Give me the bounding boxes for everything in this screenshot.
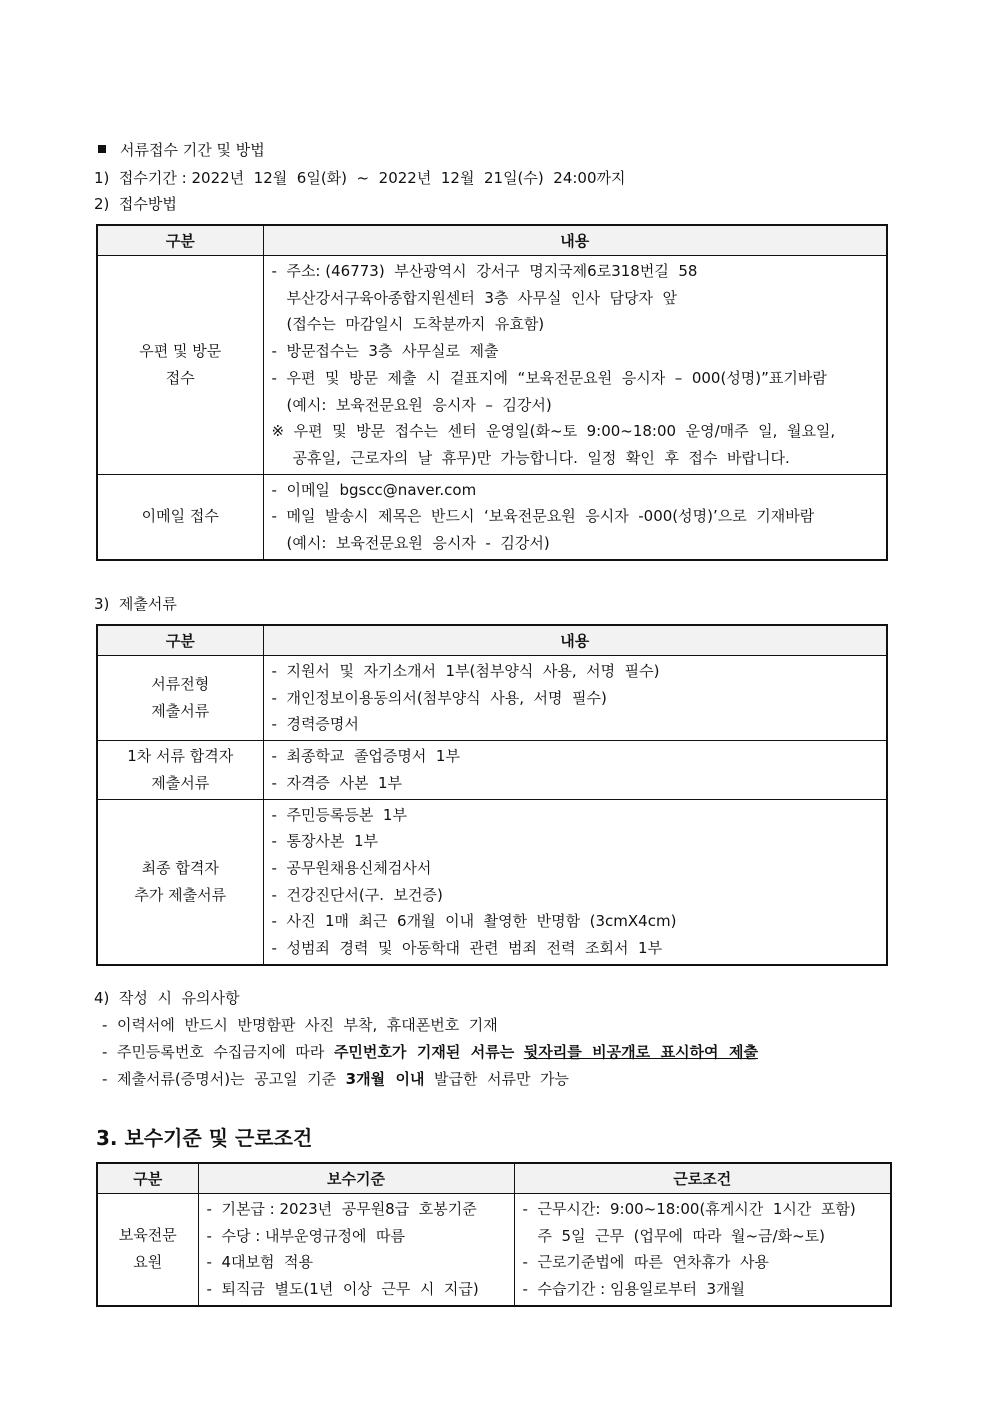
pay-cell: - 기본급 : 2023년 공무원8급 호봉기준 - 수당 : 내부운영규정에 따름 - 4대보험 적용 - 퇴직금 별도(1년 이상 근무 시 지급) [198,1194,514,1306]
submission-period: 1) 접수기간 : 2022년 12월 6일(화) ~ 2022년 12월 21일(수) 24:00까지 [94,169,626,187]
square-bullet-icon [98,145,106,153]
table-row [97,799,887,965]
header-category: 구분 [97,625,263,656]
note-item: - 이력서에 반드시 반명함판 사진 부착, 휴대폰번호 기재 [102,1016,498,1034]
category-cell: 보육전문 요원 [97,1194,198,1306]
table-row [97,474,887,560]
content-cell: - 주소: (46773) 부산광역시 강서구 명지국제6로318번길 58 부산강서구육아종합지원센터 3층 사무실 인사 담당자 앞 (접수는 마감일시 도착분까지 유효함) - 방문접수는 3층 사무실로 제출 - 우편 및 방문 제출 시 겉표지에 “보육전문요원 응시자 – 000(성명)”표기바람 (예시: 보육전문요원 응시자 – 김강서) ※ 우편 및 방문 접수는 센터 운영일(화~토 9:00~18:00 운영/매주 일, 월요일, 공휴일, 근로자의 날 휴무)만 가능합니다. 일정 확인 후 접수 바랍니다. [263,256,887,475]
content-cell: - 지원서 및 자기소개서 1부(첨부양식 사용, 서명 필수) - 개인정보이용동의서(첨부양식 사용, 서명 필수) - 경력증명서 [263,656,887,741]
table-row [97,1194,891,1306]
submission-method-label: 2) 접수방법 [94,195,177,213]
writing-notes-label: 4) 작성 시 유의사항 [94,989,240,1007]
category-cell: 1차 서류 합격자 제출서류 [97,741,263,799]
category-cell: 우편 및 방문 접수 [97,256,263,475]
content-cell: - 최종학교 졸업증명서 1부 - 자격증 사본 1부 [263,741,887,799]
content-cell: - 주민등록등본 1부 - 통장사본 1부 - 공무원채용신체검사서 - 건강진단서(구. 보건증) - 사진 1매 최근 6개월 이내 촬영한 반명함 (3cmX4cm) - 성범죄 경력 및 아동학대 관련 범죄 전력 조회서 1부 [263,799,887,965]
pay-conditions-table [96,1162,892,1307]
submission-method-table [96,224,888,561]
header-category: 구분 [97,225,263,256]
table-header-row [97,625,887,656]
required-documents-label: 3) 제출서류 [94,595,177,613]
category-cell: 이메일 접수 [97,474,263,560]
required-documents-table [96,624,888,966]
table-row [97,256,887,475]
content-cell: - 이메일 bgscc@naver.com - 메일 발송시 제목은 반드시 ‘보육전문요원 응시자 -000(성명)’으로 기재바람 (예시: 보육전문요원 응시자 - 김강서) [263,474,887,560]
header-work: 근로조건 [514,1163,891,1194]
section-title-pay: 3. 보수기준 및 근로조건 [96,1126,313,1150]
header-category: 구분 [97,1163,198,1194]
section-header-submission: 서류접수 기간 및 방법 [98,140,265,160]
header-content: 내용 [263,625,887,656]
table-row [97,741,887,799]
header-content: 내용 [263,225,887,256]
work-cell: - 근무시간: 9:00~18:00(휴게시간 1시간 포함) 주 5일 근무 (업무에 따라 월~금/화~토) - 근로기준법에 따른 연차휴가 사용 - 수습기간 : 임용일로부터 3개월 [514,1194,891,1306]
category-cell: 최종 합격자 추가 제출서류 [97,799,263,965]
category-cell: 서류전형 제출서류 [97,656,263,741]
note-item: - 주민등록번호 수집금지에 따라 주민번호가 기재된 서류는 뒷자리를 비공개로 표시하여 제출 [102,1043,758,1061]
table-header-row [97,1163,891,1194]
table-header-row [97,225,887,256]
note-item: - 제출서류(증명서)는 공고일 기준 3개월 이내 발급한 서류만 가능 [102,1070,570,1088]
header-pay: 보수기준 [198,1163,514,1194]
table-row [97,656,887,741]
